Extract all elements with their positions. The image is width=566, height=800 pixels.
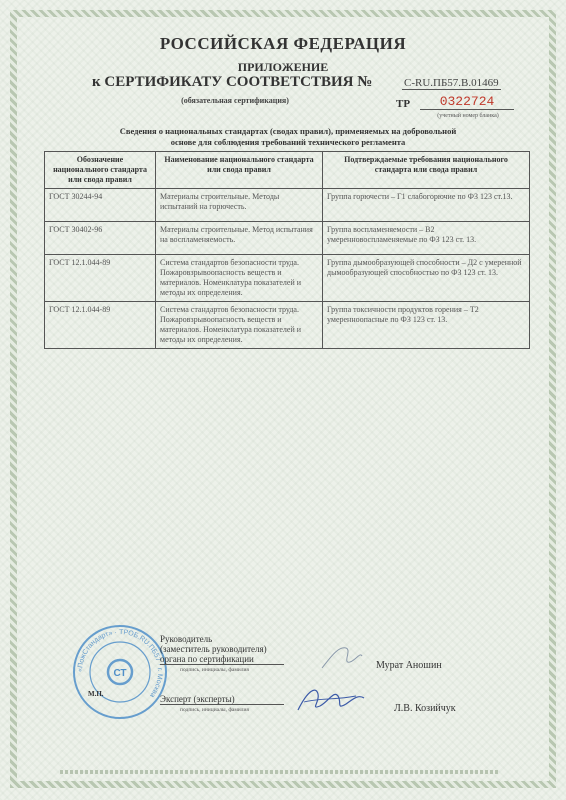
column-header: Наименование национального стандарта или свода правил	[156, 152, 323, 189]
table-row	[45, 255, 530, 302]
seal-center-text: СТ	[113, 668, 127, 679]
column-header: Подтверждаемые требования национального стандарта или свода правил	[323, 152, 530, 189]
organization-seal	[70, 622, 170, 722]
table-cell: Группа воспламеняемости – В2 умеренновоспламеняемые по ФЗ 123 ст. 13.	[323, 222, 530, 255]
mp-label: М.П.	[88, 690, 104, 698]
head-caption: подпись, инициалы, фамилия	[180, 667, 249, 673]
expert-caption: подпись, инициалы, фамилия	[180, 707, 249, 713]
head-name: Мурат Аношин	[376, 660, 442, 671]
table-cell: ГОСТ 30244-94	[45, 189, 156, 222]
table-cell: Группа токсичности продуктов горения – Т2 умеренноопасные по ФЗ 123 ст. 13.	[323, 302, 530, 349]
standards-info-title-line1: Сведения о национальных стандартах (сводах правил), применяемых на добровольной	[119, 126, 457, 136]
table-cell: Система стандартов безопасности труда. Пожаровзрывоопасность веществ и материалов. Номенклатура показателей и методы их определения.	[156, 302, 323, 349]
certificate-number: С-RU.ПБ57.В.01469	[404, 77, 499, 89]
table-cell: Группа дымообразующей способности – Д2 с умеренной дымообразующей способностью по ФЗ 123 ст. 13.	[323, 255, 530, 302]
table-cell: Материалы строительные. Методы испытаний на горючесть.	[156, 189, 323, 222]
table-row	[45, 189, 530, 222]
standards-table	[44, 151, 530, 349]
table-cell: ГОСТ 30402-96	[45, 222, 156, 255]
appendix-title: ПРИЛОЖЕНИЕ	[237, 60, 329, 74]
mandatory-note: (обязательная сертификация)	[181, 96, 289, 105]
column-header: Обозначение национального стандарта или свода правил	[45, 152, 156, 189]
table-cell: Материалы строительные. Метод испытания на воспламеняемость.	[156, 222, 323, 255]
svg-text:«ПожСтандарт» · ТРОБ.RU.ПБ57 ·	[77, 629, 163, 699]
expert-name: Л.В. Козийчук	[394, 703, 456, 714]
table-row	[45, 302, 530, 349]
expert-title: Эксперт (эксперты)	[160, 694, 284, 705]
standards-info-title-line2: основе для соблюдения требований технического регламента	[170, 137, 406, 147]
table-cell: ГОСТ 12.1.044-89	[45, 255, 156, 302]
table-cell: Группа горючести – Г1 слабогорючие по ФЗ 123 ст.13.	[323, 189, 530, 222]
form-number: 0322724	[420, 94, 514, 110]
table-cell: Система стандартов безопасности труда. Пожаровзрывоопасность веществ и материалов. Номенклатура показателей и методы их определения.	[156, 255, 323, 302]
head-title-line1: Руководитель	[160, 634, 213, 644]
footer-ornament	[60, 770, 500, 774]
table-cell: ГОСТ 12.1.044-89	[45, 302, 156, 349]
expert-signature	[290, 680, 370, 720]
standards-info-title	[88, 126, 488, 148]
head-signature	[316, 640, 366, 676]
head-title-line2: (заместитель руководителя)	[160, 644, 267, 654]
table-header-row	[45, 152, 530, 189]
tr-label: ТР	[396, 98, 411, 110]
head-signature-block	[160, 634, 284, 675]
form-number-caption: (учетный номер бланка)	[437, 113, 499, 119]
seal-ring-text: «ПожСтандарт» · ТРОБ.RU.ПБ57 · г. Москва	[76, 628, 164, 699]
head-title-line3: органа по сертификации	[160, 654, 284, 665]
certificate-title: к СЕРТИФИКАТУ СООТВЕТСТВИЯ №	[92, 74, 373, 90]
table-row	[45, 222, 530, 255]
country-title: РОССИЙСКАЯ ФЕДЕРАЦИЯ	[159, 34, 407, 53]
expert-signature-block	[160, 694, 284, 715]
